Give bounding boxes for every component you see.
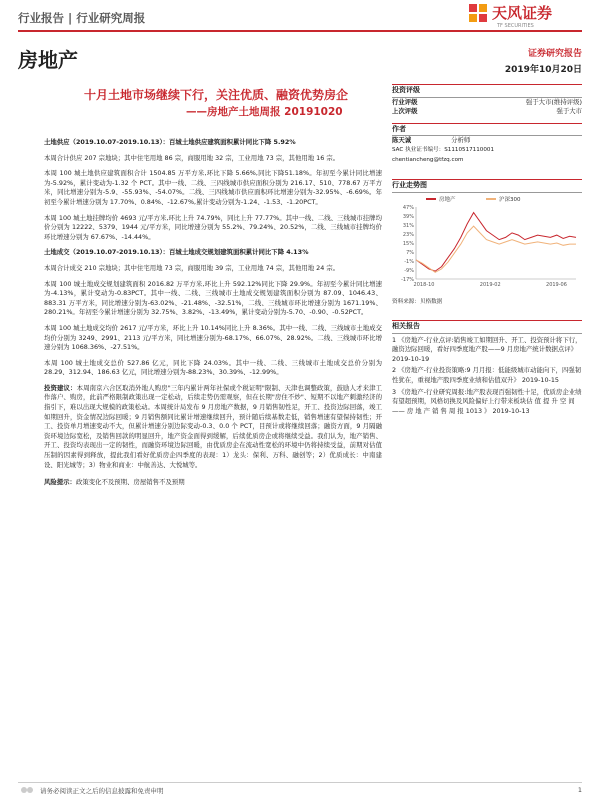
deal-paragraph-4: 本周 100 城土地成交总价 527.86 亿元，同比下降 24.03%。其中一线、二线、三线城市土地成交总价分别为 28.29、312.94、186.63 亿元，同比增速分别为-88.23%、30.39%、-12.99%。: [44, 358, 382, 377]
legend-label-0: 房地产: [439, 196, 456, 203]
supply-heading: 土地供应（2019.10.07-2019.10.13）：百城土地供应建筑面积累计同比下降 5.92%: [44, 138, 296, 146]
header-divider: [18, 30, 582, 32]
main-body: [44, 138, 382, 494]
supply-paragraph-1: 本周合计供应 207 宗地块；其中住宅用地 86 宗，商服用地 32 宗，工业用地 73 宗，其他用地 16 宗。: [44, 153, 340, 162]
supply-paragraph-3: 本周 100 城土地挂牌均价 4693 元/平方米,环比上升 74.79%，同比上升 77.77%。其中一线、二线、三线城市挂牌均价分别为 12222、5379、1944 元/平方米，同比增速分别为 55.2%、79.24%、20.52%，二线、三线城市挂牌均价环比增速分别为 67.67%、-14.44%。: [44, 213, 382, 241]
chart-section-title: 行业走势图: [392, 179, 582, 193]
author-email: chentiancheng@tfzq.com: [392, 156, 464, 163]
author-row: [392, 136, 582, 146]
y-tick-label: 15%: [402, 240, 414, 247]
related-report-2[interactable]: 2 《房地产-行业投资策略:9 月月报：低能级城市动能向下，四强韧性犹在，重视地产股四季度业绩和估值双升》 2019-10-15: [392, 366, 582, 384]
deal-paragraph-3: 本周 100 城土地成交均价 2617 元/平方米，环比上升 10.14%同比上升 8.36%。其中一线、二线、三线城市土地成交均价分别为 3249、2991、2113 元/平方米，同比增速分别为-68.17%、66.07%、28.92%。二线、三线城市环比增速分别为 1068.36%、-27.51%。: [44, 323, 382, 352]
risk-paragraph: [44, 478, 382, 488]
logo-subtext: TF SECURITIES: [497, 23, 534, 28]
chart-source: 资料来源：贝格数据: [392, 299, 443, 306]
rating-row: [392, 98, 582, 108]
report-category: 行业报告 | 行业研究周报: [18, 11, 146, 25]
rating-section-title: 投资评级: [392, 84, 582, 98]
y-tick-label: -17%: [401, 276, 414, 283]
logo-mark-icon: [437, 0, 582, 28]
author-role: 分析师: [451, 136, 471, 145]
footer-disclaimer: 请务必阅读正文之后的信息披露和免责申明: [40, 787, 164, 795]
report-title: 十月土地市场继续下行，关注优质、融资优势房企: [84, 88, 349, 102]
sector-title: 房地产: [18, 48, 78, 72]
author-name: 陈天诚: [392, 136, 412, 145]
y-tick-label: -1%: [404, 258, 414, 265]
prev-rating-value: 强于大市: [556, 107, 582, 116]
supply-paragraph-2: 本周 100 城土地供应建筑面积合计 1504.85 万平方米,环比下降 5.66%,同比下降51.18%。年初至今累计同比增速为-5.92%，累计变动为-1.32 个 PCT。其中一线、二线、三四线城市供应面积分别为 216.17、510、778.67 万平方米，同比增速分别为-5.9、-55.93%、-54.07%。二线、三四线城市供应面积环比增速分别为-32.95%、-6.69%。年初至今累计增速分别为 17.70%、0.84%、-12.67%,累计变动分别为-1.24、-1.53、-1.20PCT。: [44, 169, 382, 206]
page-number: 1: [577, 786, 582, 794]
y-tick-label: 47%: [402, 204, 414, 211]
x-tick-label: 2019-02: [479, 281, 501, 288]
advice-heading: 投资建议：: [44, 383, 77, 392]
prev-rating-label: 上次评级: [392, 107, 418, 116]
advice-text: 本周南京六合区取消外地人购房"三年内累计两年社保或个税证明"限制、天津也调整政策，鼓励人才来津工作落户、购房，此前严格限制政策出现一定松动，后续走势仍需观察，但在长期"房住不炒"、短期不以地产刺激经济的指引下，难以出现大规模的政策松动。本周统计局发布 9 月房地产数据，9 月销售韧性足，开工、投资边际回落，竣工如期回升，资金情况边际回暖；9 月销售额同比累计增速继续回升，预计随后续基数走低，销售增速有望保持韧性；开工、投资单月增速变动不大，但累计增速分别边际变动-0.3、0.0 个 PCT，目预计或将继续回落；融资方面，9 月隔融资环境边际宽松，及销售回款的明显回升，地产资金面得到缓解，后续优质房企或将继续受益。我们认为，地产销售、开工、投资均表现出一定的韧性，而融资环境边际回暖，由优质房企在流动性宽松的环境中仍将持续受益，前期对估值压制的因素得到释放，提此我们看好优质房企四季度的表现：1）龙头：保利、万科、融创等；2）优质成长：中南建设、阳光城等；3）物业和商业：中航善达、大悦城等。: [44, 383, 383, 469]
legend-label-1: 沪深300: [499, 196, 521, 203]
y-tick-label: 7%: [406, 249, 414, 256]
y-tick-label: -9%: [404, 267, 414, 274]
risk-heading: 风险提示：: [44, 478, 76, 487]
brand-logo: [437, 0, 582, 28]
rating-value: 强于大市(维持评级): [525, 97, 582, 106]
author-cert: SAC 执业证书编号：S1110517110001: [392, 146, 495, 153]
x-tick-label: 2019-06: [546, 281, 567, 288]
logo-text: 天风证券: [492, 4, 553, 22]
report-type: 证券研究报告: [527, 49, 582, 59]
deal-paragraph-2: 本周 100 城土地成交规划建筑面积 2016.82 万平方米,环比上升 592.12%同比下降 29.9%。年初至今累计同比增速为-4.13%，累计变动为-0.83PCT。其中一线、二线、三线城市土地成交规划建筑面积分别为 87.09、1046.43、883.31 万平方米，同比增速分别为-63.02%、-21.48%、-32.51%，二线、三线城市环比增速分别为 1671.19%、280.21%。年初至今累计增速分别为 32.75%、3.82%、-13.49%，累计变动分别为-5.70、-0.90、-0.52PCT。: [44, 279, 382, 317]
y-tick-label: 23%: [402, 231, 414, 238]
prev-rating-row: [392, 107, 582, 117]
footer-divider: [18, 782, 582, 783]
related-report-3[interactable]: 3 《房地产-行业研究周报:地产股表现百强韧性十足，优质房企业绩有望超预期，风格切换及风险偏好上行带来板块估 值 提 升 空 间 —— 房 地 产 销 售 周 报 1013 》 2019-10-13: [392, 387, 582, 415]
report-subtitle: ——房地产土地周报 20191020: [186, 106, 343, 118]
deal-heading: 土地成交（2019.10.07-2019.10.13）：百城土地成交规划建筑面积累计同比下降 4.13%: [44, 248, 309, 257]
series-line-0: [416, 212, 576, 271]
deal-paragraph-1: 本周合计成交 210 宗地块；其中住宅用地 73 宗，商服用地 39 宗，工业用地 74 宗，其他用地 24 宗。: [44, 263, 340, 272]
y-tick-label: 31%: [402, 222, 414, 229]
y-tick-label: 39%: [402, 213, 414, 220]
related-report-1[interactable]: 1 《房地产-行业点评:销售竣工如期回升、开工、投资预计将下行，融资边际回暖，看好四季度地产股——9 月房地产统计数据点评》 2019-10-19: [392, 335, 582, 363]
author-section-title: 作者: [392, 123, 582, 137]
chat-bubble-icon: [20, 785, 34, 795]
report-date: 2019年10月20日: [504, 65, 582, 75]
advice-paragraph: [44, 384, 382, 470]
rating-label: 行业评级: [392, 97, 418, 106]
x-tick-label: 2018-10: [413, 281, 435, 288]
sidebar: [392, 78, 582, 416]
related-section-title: 相关报告: [392, 320, 582, 334]
series-line-1: [416, 226, 576, 272]
industry-trend-chart: [392, 193, 582, 293]
risk-text: 政策变化不及预期、房屋销售不及预期: [75, 478, 185, 487]
